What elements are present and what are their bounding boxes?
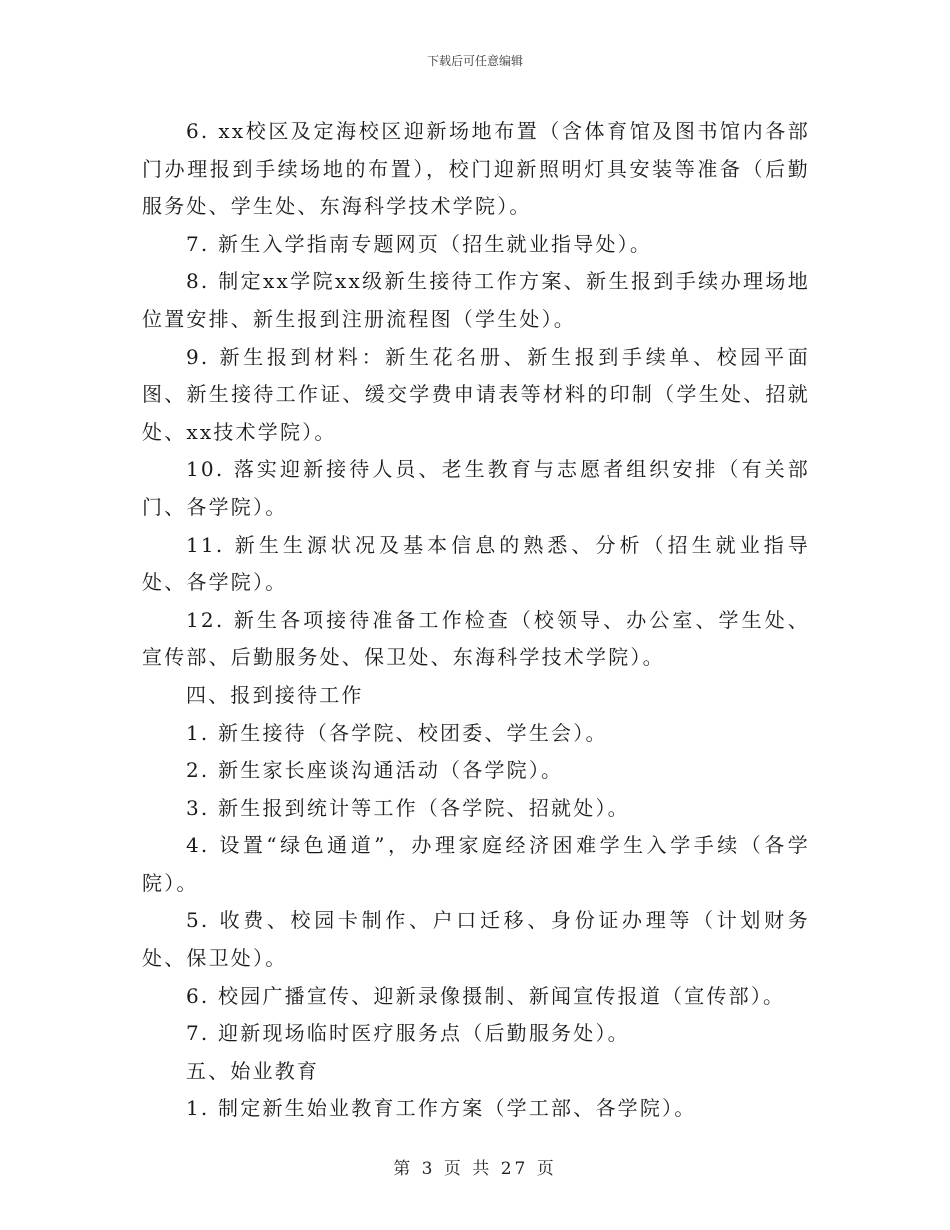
paragraph: 7. 新生入学指南专题网页（招生就业指导处）。 [186,231,653,256]
page-number: 第 3 页 共 27 页 [393,1159,557,1179]
paragraph: 11. 新生生源状况及基本信息的熟悉、分析（招生就业指导处、各学院）。 [142,532,810,595]
paragraph: 10. 落实迎新接待人员、老生教育与志愿者组织安排（有关部门、各学院）。 [142,457,810,519]
paragraph: 9. 新生报到材料：新生花名册、新生报到手续单、校园平面图、新生接待工作证、缓交学费申请表等材料的印制（学生处、招就处、xx技术学院）。 [142,344,810,444]
paragraph: 5. 收费、校园卡制作、户口迁移、身份证办理等（计划财务处、保卫处）。 [142,908,810,971]
paragraph: 6. 校园广播宣传、迎新录像摄制、新闻宣传报道（宣传部）。 [186,983,786,1008]
paragraph: 4. 设置“绿色通道”，办理家庭经济困难学生入学手续（各学院）。 [142,833,810,895]
paragraph: 1. 制定新生始业教育工作方案（学工部、各学院）。 [186,1096,697,1121]
document-body [142,113,810,1128]
paragraph: 7. 迎新现场临时医疗服务点（后勤服务处）。 [186,1021,630,1046]
paragraph: 3. 新生报到统计等工作（各学院、招就处）。 [186,795,630,820]
paragraph: 1. 新生接待（各学院、校团委、学生会）。 [186,720,608,745]
section-heading: 五、始业教育 [186,1058,320,1083]
paragraph: 6. xx校区及定海校区迎新场地布置（含体育馆及图书馆内各部门办理报到手续场地的布置），校门迎新照明灯具安装等准备（后勤服务处、学生处、东海科学技术学院）。 [142,119,810,219]
page-header: 下载后可任意编辑 [426,54,523,68]
section-heading: 四、报到接待工作 [186,682,364,707]
paragraph: 8. 制定xx学院xx级新生接待工作方案、新生报到手续办理场地位置安排、新生报到注册流程图（学生处）。 [142,269,810,331]
paragraph: 12. 新生各项接待准备工作检查（校领导、办公室、学生处、宣传部、后勤服务处、保卫处、东海科学技术学院）。 [142,607,810,670]
paragraph: 2. 新生家长座谈沟通活动（各学院）。 [186,758,564,783]
